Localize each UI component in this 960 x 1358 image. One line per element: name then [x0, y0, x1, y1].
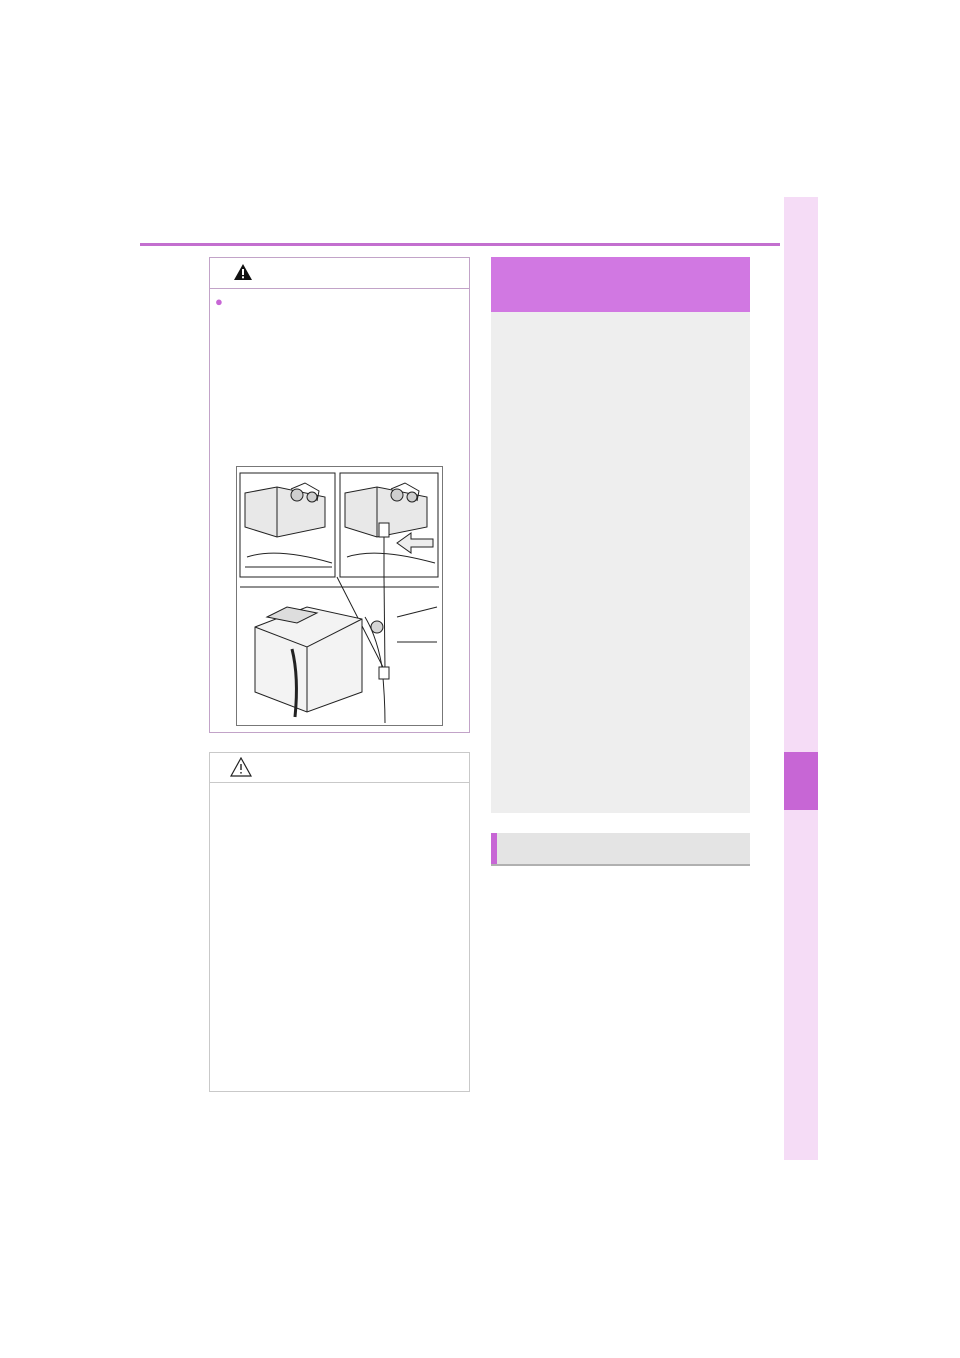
- side-tab-chapter: [784, 752, 818, 810]
- overheat-section-banner: [491, 257, 750, 312]
- bullet-dot-icon: ●: [215, 294, 223, 309]
- note-body: [210, 783, 469, 789]
- note-header: [210, 753, 469, 783]
- header-rule: [140, 243, 780, 246]
- procedure-rule: [491, 864, 750, 866]
- warning-header: [210, 258, 469, 289]
- caution-triangle-icon: [230, 757, 252, 777]
- chapter-number: [784, 752, 818, 770]
- procedure-section-banner: [491, 833, 750, 864]
- side-tab-strip: [784, 197, 818, 1160]
- overheat-symptoms-box: [491, 312, 750, 813]
- battery-vent-hose-drawing: [237, 467, 442, 725]
- note-box: [209, 752, 470, 1092]
- warning-triangle-icon: [233, 263, 253, 281]
- side-tab-label-wrap: [784, 822, 818, 1012]
- warning-body: [210, 289, 469, 309]
- battery-illustration: [236, 466, 443, 726]
